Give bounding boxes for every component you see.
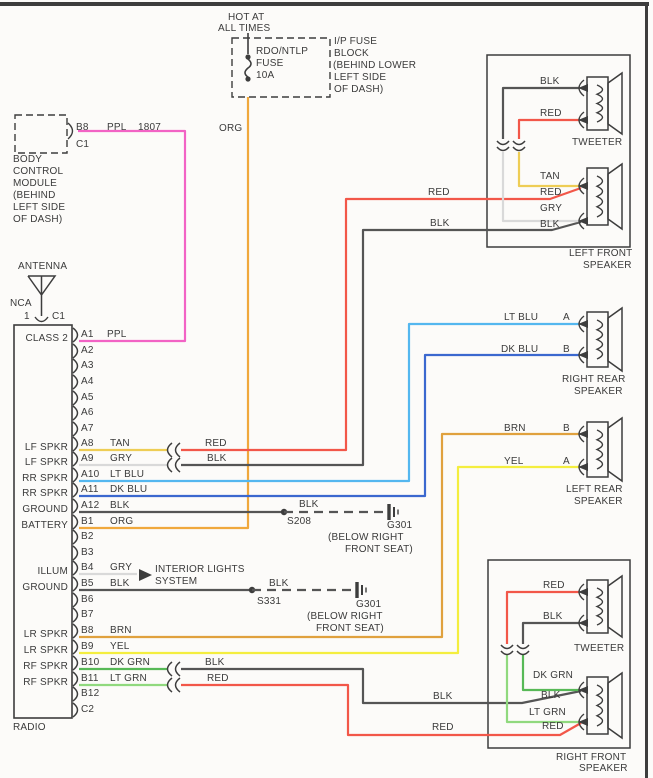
radio-pin-connectors [73, 328, 78, 717]
pin-id-B4: B4 [81, 562, 94, 573]
g301-location-1b: FRONT SEAT) [345, 544, 413, 555]
rf-red-terminal-label: RED [542, 721, 564, 732]
rf-main-speaker-icon [578, 673, 622, 738]
fuse-label: FUSE [256, 58, 284, 69]
pin-id-B8: B8 [81, 625, 94, 636]
pin-bracket-B5 [73, 577, 78, 591]
pin-function-A9: LF SPKR [24, 457, 68, 468]
g301-label-2: G301 [356, 599, 382, 610]
rf-tweeter-speaker-icon [578, 576, 622, 637]
all-times-label: ALL TIMES [218, 23, 271, 34]
lf-blk-label-2: BLK [430, 218, 450, 229]
pin-wire-color-B1: ORG [110, 516, 134, 527]
pin-id-B3: B3 [81, 547, 94, 558]
pin-bracket-A7 [73, 422, 78, 436]
pin-id-A7: A7 [81, 423, 94, 434]
bcm-title-2: CONTROL [13, 166, 64, 177]
pin-id-B12: B12 [81, 688, 100, 699]
speaker-symbols [578, 73, 622, 738]
interior-lights-arrow-icon [139, 569, 152, 581]
lf-blk-terminal-label: BLK [540, 219, 560, 230]
pin-wire-color-A12: BLK [110, 500, 130, 511]
pin-wire-color-B4: GRY [110, 562, 133, 573]
pin-function-A8: LF SPKR [24, 442, 68, 453]
pin-id-A5: A5 [81, 392, 94, 403]
g301-label-1: G301 [387, 520, 413, 531]
pin-wire-color-B10: DK GRN [110, 657, 151, 668]
interior-lights-label-2: SYSTEM [155, 576, 198, 587]
s208-label: S208 [287, 516, 312, 527]
pin-bracket-A5 [73, 391, 78, 405]
pin-bracket-A2 [73, 344, 78, 358]
pin-function-B11: RF SPKR [23, 677, 68, 688]
lf-tweeter-speaker-icon [578, 73, 622, 134]
pin-function-B9: LR SPKR [23, 645, 68, 656]
fuse-block-label-5: OF DASH) [334, 84, 384, 95]
bcm-circuit-label: 1807 [138, 122, 162, 133]
lr-yel-label: YEL [504, 456, 524, 467]
fuse-rating-label: 10A [256, 70, 275, 81]
lf-speaker-title-1: LEFT FRONT [569, 248, 633, 259]
bcm-wire-label: PPL [107, 122, 127, 133]
lf-tan-label: TAN [540, 171, 560, 182]
bcm-title-3: MODULE [13, 178, 57, 189]
lf-tweeter-blk-label: BLK [540, 76, 560, 87]
pin-function-B4: ILLUM [37, 566, 68, 577]
pin-wire-color-A8: TAN [110, 438, 130, 449]
s208-wire-label: BLK [299, 499, 319, 510]
pin-id-B10: B10 [81, 657, 100, 668]
bcm-title-1: BODY [13, 154, 43, 165]
rr-terminal-a-label: A [563, 312, 570, 323]
fuse-name-label: RDO/NTLP [256, 46, 309, 57]
pin-id-A11: A11 [81, 484, 99, 495]
rr-speaker-title-2: SPEAKER [574, 386, 623, 397]
pin-bracket-B2 [73, 530, 78, 544]
antenna-conn-label: C1 [52, 311, 66, 322]
lf-tweeter-label: TWEETER [572, 137, 623, 148]
lf-tweeter-red-label: RED [540, 108, 562, 119]
rf-tweeter-label: TWEETER [574, 643, 625, 654]
pin-bracket-B8 [73, 624, 78, 638]
pin-id-B1: B1 [81, 516, 94, 527]
rf-red-label-2: RED [432, 722, 454, 733]
pin-function-A1: CLASS 2 [25, 333, 68, 344]
pin-wire-color-A1: PPL [107, 329, 127, 340]
fuse-block-label-4: LEFT SIDE [334, 72, 387, 83]
bcm-connector-icon [68, 123, 73, 139]
hot-at-label: HOT AT [228, 12, 265, 23]
g301-ground-icon-1 [389, 504, 398, 520]
rf-tweeter-red-label: RED [543, 580, 565, 591]
rf-tweeter-blk-label: BLK [543, 611, 563, 622]
pin-bracket-A8 [73, 437, 78, 451]
fuse-block-label-1: I/P FUSE [334, 36, 378, 47]
g301-location-1a: (BELOW RIGHT [328, 532, 404, 543]
pin-bracket-A12 [73, 499, 78, 513]
pin-id-B5: B5 [81, 578, 94, 589]
bcm-title-5: LEFT SIDE [13, 202, 66, 213]
g301-location-2b: FRONT SEAT) [316, 623, 384, 634]
antenna-connector-icon [35, 317, 48, 322]
pin-bracket-B4 [73, 561, 78, 575]
s331-label: S331 [257, 596, 282, 607]
lf-main-speaker-icon [578, 164, 622, 229]
pin-id-B11: B11 [81, 673, 99, 684]
pin-id-A9: A9 [81, 453, 94, 464]
pin-bracket-C2 [73, 703, 78, 717]
pin-function-B5: GROUND [22, 582, 68, 593]
antenna-type-label: NCA [10, 298, 32, 309]
pin-bracket-B12 [73, 687, 78, 701]
pin-id-A1: A1 [81, 329, 94, 340]
pin-id-A3: A3 [81, 360, 94, 371]
interior-lights-label-1: INTERIOR LIGHTS [155, 564, 245, 575]
right-rear-speaker-icon [578, 308, 622, 371]
rf-lt-grn-label: LT GRN [529, 707, 566, 718]
pin-id-B2: B2 [81, 531, 94, 542]
rf-blk-label-2: BLK [433, 691, 453, 702]
radio-label: RADIO [13, 722, 46, 733]
pin-bracket-A4 [73, 375, 78, 389]
bcm-title-4: (BEHIND [13, 190, 56, 201]
pin-wire-color-B8: BRN [110, 625, 132, 636]
pin-id-B7: B7 [81, 609, 94, 620]
rr-terminal-b-label: B [563, 344, 570, 355]
org-wire-label: ORG [219, 123, 243, 134]
rf-dk-grn-label: DK GRN [533, 670, 574, 681]
g301-ground-icon-2 [357, 582, 366, 598]
pin-bracket-A3 [73, 359, 78, 373]
rr-lt-blu-label: LT BLU [504, 312, 539, 323]
lr-terminal-a-label: A [563, 456, 570, 467]
lf-red-label: RED [205, 438, 227, 449]
pin-bracket-B11 [73, 672, 78, 686]
antenna-label: ANTENNA [18, 261, 68, 272]
pin-bracket-A9 [73, 452, 78, 466]
pin-bracket-A10 [73, 468, 78, 482]
lf-speaker-title-2: SPEAKER [583, 260, 632, 271]
s331-wire-label: BLK [269, 578, 289, 589]
pin-bracket-B6 [73, 593, 78, 607]
rf-red-label: RED [207, 673, 229, 684]
fuse-terminal-top [245, 54, 250, 59]
pin-function-A12: GROUND [22, 504, 68, 515]
pin-bracket-A6 [73, 406, 78, 420]
fuse-terminal-bottom [245, 76, 250, 81]
g301-location-2a: (BELOW RIGHT [307, 611, 383, 622]
pin-id-C2: C2 [81, 704, 95, 715]
rf-blk-terminal-label: BLK [541, 690, 561, 701]
rf-red-wire [181, 685, 581, 735]
pin-id-A12: A12 [81, 500, 100, 511]
lr-speaker-title-2: SPEAKER [574, 496, 623, 507]
pin-wire-color-B9: YEL [110, 641, 130, 652]
lr-terminal-b-label: B [563, 423, 570, 434]
lf-tweeter-red-wire [519, 120, 579, 139]
rr-dk-blu-label: DK BLU [501, 344, 539, 355]
pin-wire-color-B5: BLK [110, 578, 130, 589]
pin-function-A10: RR SPKR [22, 473, 68, 484]
left-rear-speaker-icon [578, 418, 622, 481]
lr-speaker-title-1: LEFT REAR [566, 484, 623, 495]
pin-id-A6: A6 [81, 407, 94, 418]
speaker-box-connector-icons [497, 141, 529, 655]
pin-wire-color-A9: GRY [110, 453, 133, 464]
pin-function-B1: BATTERY [21, 520, 68, 531]
bcm-title-6: OF DASH) [13, 214, 63, 225]
bcm-pin-label: B8 [76, 122, 89, 133]
pin-function-B10: RF SPKR [23, 661, 68, 672]
pin-wire-color-B11: LT GRN [110, 673, 147, 684]
pin-bracket-B1 [73, 515, 78, 529]
ppl-wire [78, 131, 185, 341]
pin-bracket-B3 [73, 546, 78, 560]
pin-bracket-B9 [73, 640, 78, 654]
fuse-block-label-3: (BEHIND LOWER [333, 60, 417, 71]
fuse-element-icon [245, 59, 251, 77]
lf-red-terminal-label: RED [540, 187, 562, 198]
pin-wire-color-A11: DK BLU [110, 484, 148, 495]
pin-bracket-B10 [73, 656, 78, 670]
pin-id-A2: A2 [81, 345, 94, 356]
pin-function-A11: RR SPKR [22, 488, 68, 499]
pin-id-B9: B9 [81, 641, 94, 652]
rf-speaker-title-2: SPEAKER [579, 763, 628, 774]
pin-function-B8: LR SPKR [23, 629, 68, 640]
pin-id-B6: B6 [81, 594, 94, 605]
pin-id-A4: A4 [81, 376, 94, 387]
pin-bracket-A11 [73, 483, 78, 497]
rr-speaker-title-1: RIGHT REAR [562, 374, 626, 385]
antenna-pin-label: 1 [24, 311, 30, 322]
pin-id-A10: A10 [81, 469, 100, 480]
pin-bracket-A1 [73, 328, 78, 342]
rf-blk-label: BLK [205, 657, 225, 668]
lr-brn-label: BRN [504, 423, 526, 434]
rf-tweeter-blk-wire [523, 623, 579, 644]
fuse-block-label-2: BLOCK [334, 48, 369, 59]
antenna-icon [28, 276, 55, 316]
lf-gry-label: GRY [540, 203, 563, 214]
bcm-conn-label: C1 [76, 139, 90, 150]
pin-bracket-B7 [73, 608, 78, 622]
pin-id-A8: A8 [81, 438, 94, 449]
bcm-box [15, 115, 67, 153]
pin-wire-color-A10: LT BLU [110, 469, 145, 480]
rf-speaker-title-1: RIGHT FRONT [556, 752, 627, 763]
lf-blk-label: BLK [207, 453, 227, 464]
lf-red-label-2: RED [428, 187, 450, 198]
